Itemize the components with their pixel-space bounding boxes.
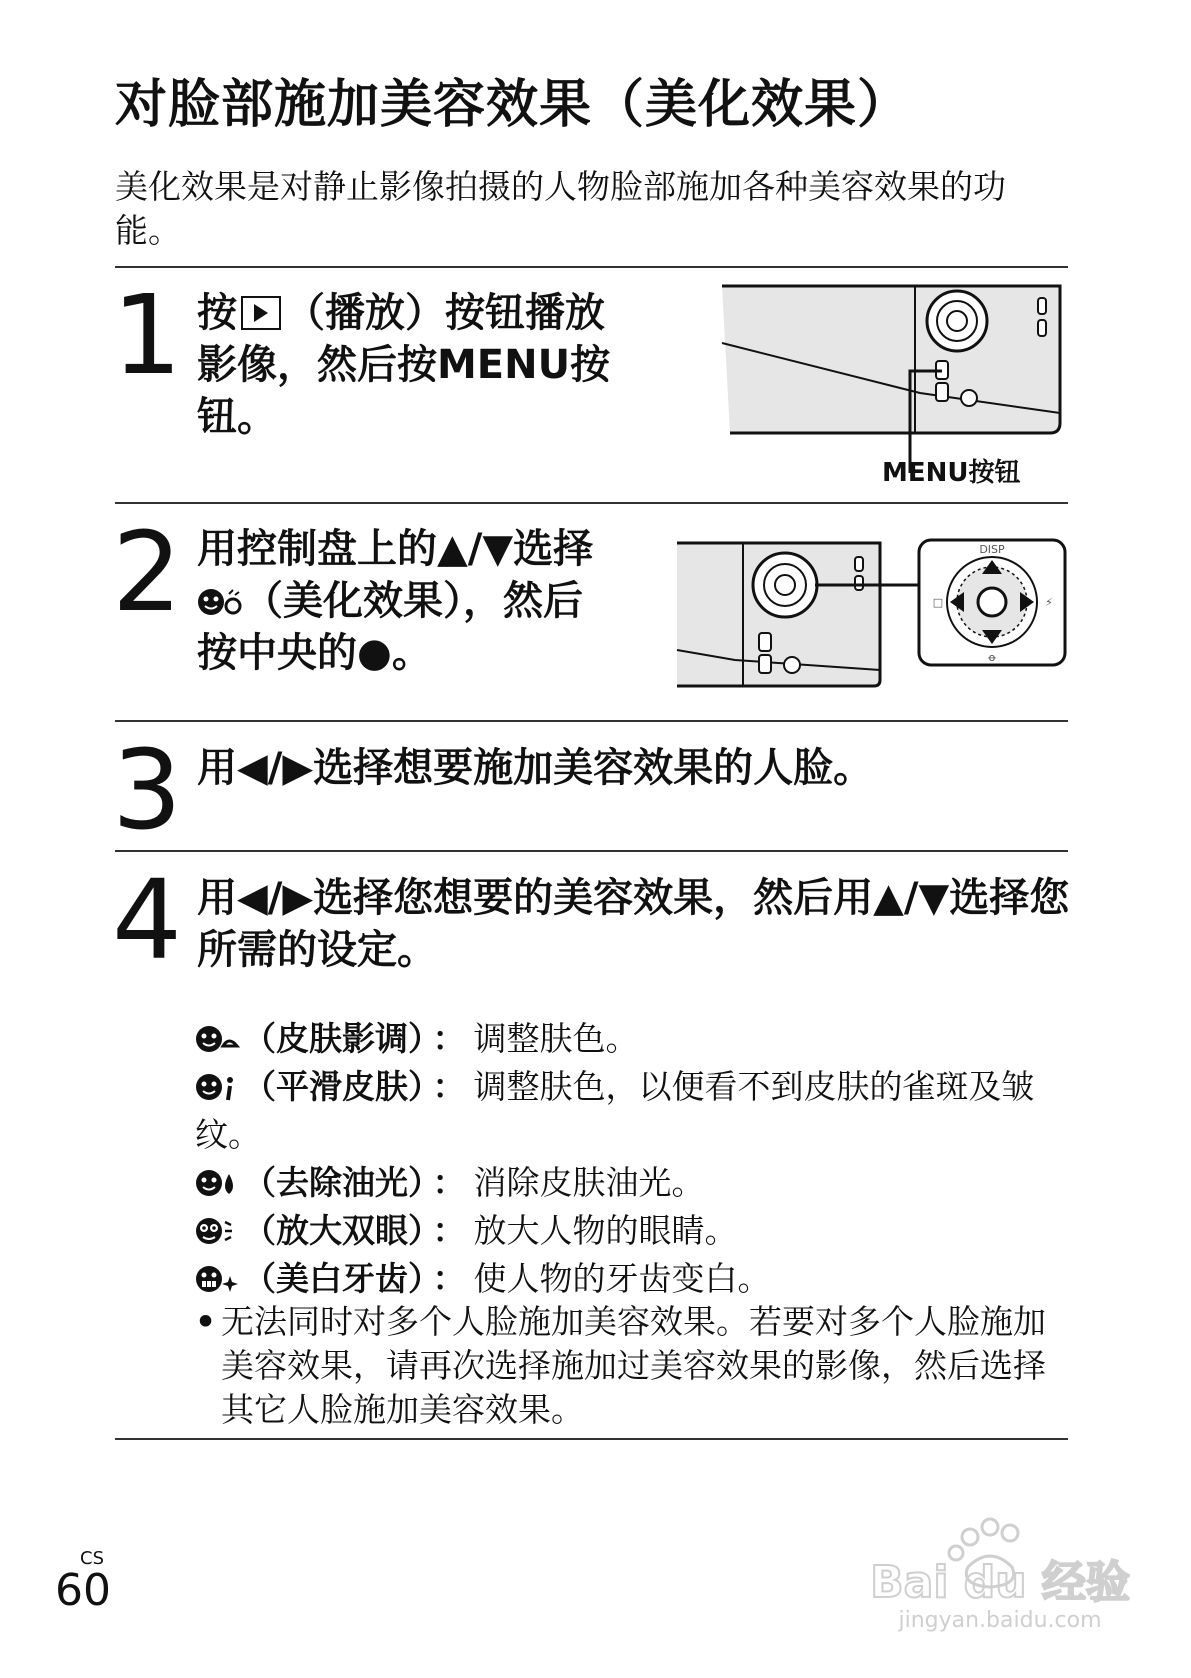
- divider: [115, 1438, 1068, 1440]
- list-item: （放大双眼） ： 放大人物的眼睛。: [195, 1207, 1075, 1255]
- dial-label-right: ⚡: [1045, 596, 1053, 609]
- step-4-number: 4: [112, 856, 182, 984]
- dial-label-left: □: [932, 596, 944, 609]
- beauty-effect-icon: [197, 586, 243, 618]
- list-item: （平滑皮肤） ： 调整肤色，以便看不到皮肤的雀斑及皱纹。: [195, 1067, 1035, 1154]
- camera-back-illustration-2: [675, 540, 885, 690]
- list-item: （皮肤影调） ： 调整肤色。: [195, 1015, 1075, 1063]
- intro-paragraph: 美化效果是对静止影像拍摄的人物脸部施加各种美容效果的功能。: [115, 167, 1006, 250]
- play-icon: [241, 296, 281, 330]
- step-2-text: 用控制盘上的▲/▼选择（美化效果），然后按中央的●。: [197, 526, 594, 676]
- bullet-mark: •: [195, 1302, 217, 1341]
- menu-button-caption: MENU按钮: [882, 458, 1021, 488]
- step-2-number: 2: [112, 508, 182, 636]
- page-number: 60: [55, 1565, 111, 1616]
- control-wheel-detail: [883, 538, 1068, 668]
- dial-label-top: DISP: [979, 543, 1005, 556]
- divider: [115, 720, 1068, 722]
- eye-enlargement-icon: [195, 1216, 241, 1246]
- step-3-text: 用◀/▶选择想要施加美容效果的人脸。: [197, 745, 874, 791]
- skin-tone-icon: [195, 1024, 241, 1054]
- divider: [115, 850, 1068, 852]
- list-item: （去除油光） ： 消除皮肤油光。: [195, 1159, 1075, 1207]
- divider: [115, 502, 1068, 504]
- page-title: 对脸部施加美容效果（美化效果）: [115, 75, 911, 135]
- language-code: CS: [80, 1548, 104, 1569]
- step-3-number: 3: [112, 726, 182, 854]
- step-4-text: 用◀/▶选择您想要的美容效果，然后用▲/▼选择您所需的设定。: [197, 875, 1070, 973]
- teeth-whitening-icon: [195, 1264, 241, 1294]
- shine-removal-icon: [195, 1168, 241, 1198]
- dial-label-bottom: ꝋ: [988, 651, 996, 664]
- beauty-effect-list: [195, 1015, 1075, 1303]
- step-1-text: 按 （播放）按钮播放影像，然后按MENU按钮。: [197, 290, 611, 440]
- divider: [115, 266, 1068, 268]
- skin-smoothing-icon: [195, 1072, 241, 1102]
- watermark-url: jingyan.baidu.com: [898, 1608, 1102, 1633]
- step-1-number: 1: [112, 271, 182, 399]
- camera-back-illustration-1: [720, 283, 1065, 473]
- baidu-jingyan-watermark: [850, 1505, 1150, 1635]
- list-item: （美白牙齿） ： 使人物的牙齿变白。: [195, 1255, 1075, 1303]
- watermark-logo: Bai du 经验: [870, 1557, 1130, 1608]
- note-paragraph: • 无法同时对多个人脸施加美容效果。若要对多个人脸施加美容效果，请再次选择施加过美容效果的影像，然后选择其它人脸施加美容效果。: [195, 1302, 1046, 1429]
